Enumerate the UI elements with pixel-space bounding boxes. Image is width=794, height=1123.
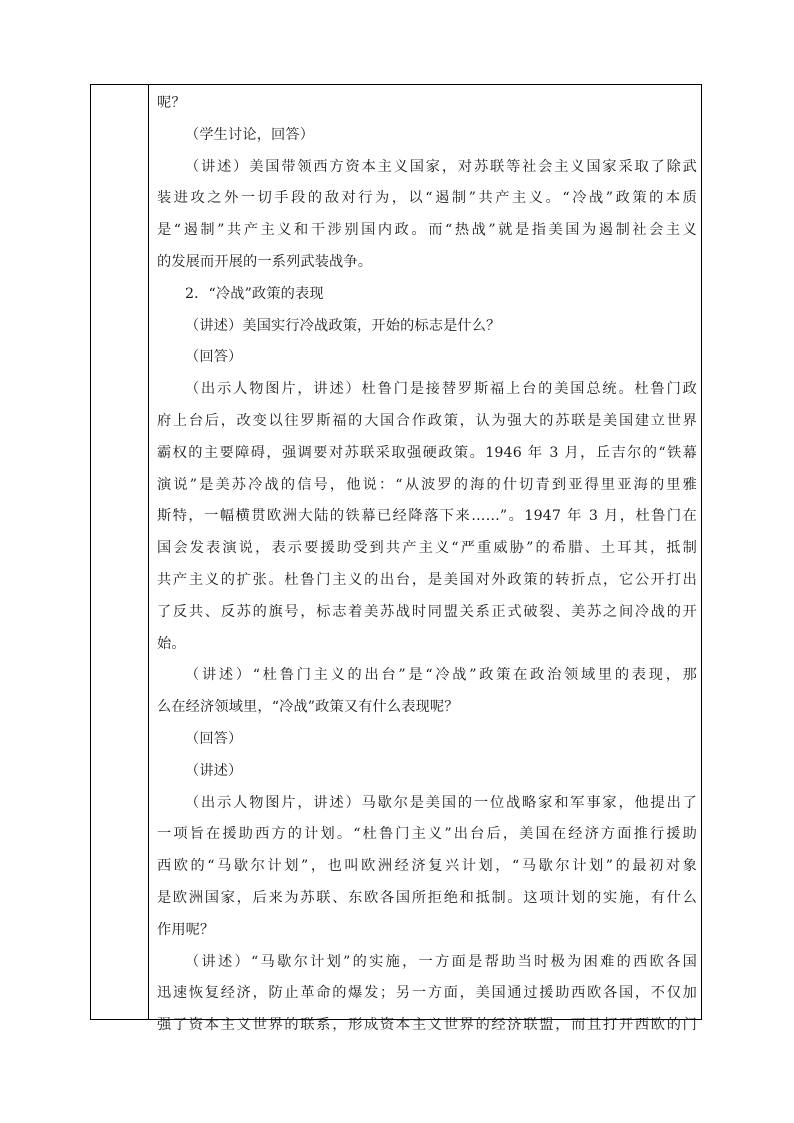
text-line: （讲述） xyxy=(185,762,243,779)
text-line: （讲述）美国带领西方资本主义国家，对苏联等社会主义国家采取了除武 xyxy=(185,158,697,175)
text-line: 共产主义的扩张。杜鲁门主义的出台，是美国对外政策的转折点，它公开打出 xyxy=(157,571,697,588)
text-line: 国会发表演说，表示要援助受到共产主义“严重威胁”的希腊、土耳其，抵制 xyxy=(157,540,697,557)
text-line: 霸权的主要障碍，强调要对苏联采取强硬政策。1946 年 3 月，丘吉尔的“铁幕 xyxy=(157,444,697,461)
text-line: （讲述）“马歇尔计划”的实施，一方面是帮助当时极为困难的西欧各国 xyxy=(185,953,697,970)
text-line: （出示人物图片，讲述）杜鲁门是接替罗斯福上台的美国总统。杜鲁门政 xyxy=(185,381,697,398)
column-divider xyxy=(148,85,149,1019)
text-line: 么在经济领域里，“冷战”政策又有什么表现呢？ xyxy=(157,699,459,716)
text-line: （回答） xyxy=(185,730,243,747)
text-line: 演说”是美苏冷战的信号，他说：“从波罗的海的什切青到亚得里亚海的里雅 xyxy=(157,476,697,493)
text-line: 的发展而开展的一系列武装战争。 xyxy=(157,253,373,270)
text-line: 是欧洲国家，后来为苏联、东欧各国所拒绝和抵制。这项计划的实施，有什么 xyxy=(157,889,697,906)
text-line: 始。 xyxy=(157,635,186,652)
text-line: 迅速恢复经济，防止革命的爆发；另一方面，美国通过援助西欧各国，不仅加 xyxy=(157,985,697,1002)
text-line: 斯特，一幅横贯欧洲大陆的铁幕已经降落下来……”。1947 年 3 月，杜鲁门在 xyxy=(157,508,697,525)
text-line: 2．“冷战”政策的表现 xyxy=(185,285,324,302)
text-line: 西欧的“马歇尔计划”，也叫欧洲经济复兴计划，“马歇尔计划”的最初对象 xyxy=(157,858,697,875)
text-line: （讲述）美国实行冷战政策，开始的标志是什么？ xyxy=(185,317,501,334)
text-line: （讲述）“杜鲁门主义的出台”是“冷战”政策在政治领域里的表现，那 xyxy=(185,667,697,684)
text-line: 一项旨在援助西方的计划。“杜鲁门主义”出台后，美国在经济方面推行援助 xyxy=(157,826,697,843)
lesson-plan-table xyxy=(90,84,702,1034)
text-line: （学生讨论，回答） xyxy=(185,126,315,143)
text-line: 呢？ xyxy=(157,95,186,111)
lesson-text-cell xyxy=(157,88,697,1042)
text-line: （出示人物图片，讲述）马歇尔是美国的一位战略家和军事家，他提出了 xyxy=(185,794,697,811)
text-line: 了反共、反苏的旗号，标志着美苏战时同盟关系正式破裂、美苏之间冷战的开 xyxy=(157,603,697,620)
text-line: （回答） xyxy=(185,349,243,366)
text-line: 装进攻之外一切手段的敌对行为，以“遏制”共产主义。“冷战”政策的本质 xyxy=(157,190,697,207)
text-line: 是“遏制”共产主义和干涉别国内政。而“热战”就是指美国为遏制社会主义 xyxy=(157,222,697,239)
text-line: 府上台后，改变以往罗斯福的大国合作政策，认为强大的苏联是美国建立世界 xyxy=(157,412,697,429)
text-line: 作用呢？ xyxy=(157,921,215,938)
text-line: 强了资本主义世界的联系，形成资本主义世界的经济联盟，而且打开西欧的门 xyxy=(157,1017,697,1034)
